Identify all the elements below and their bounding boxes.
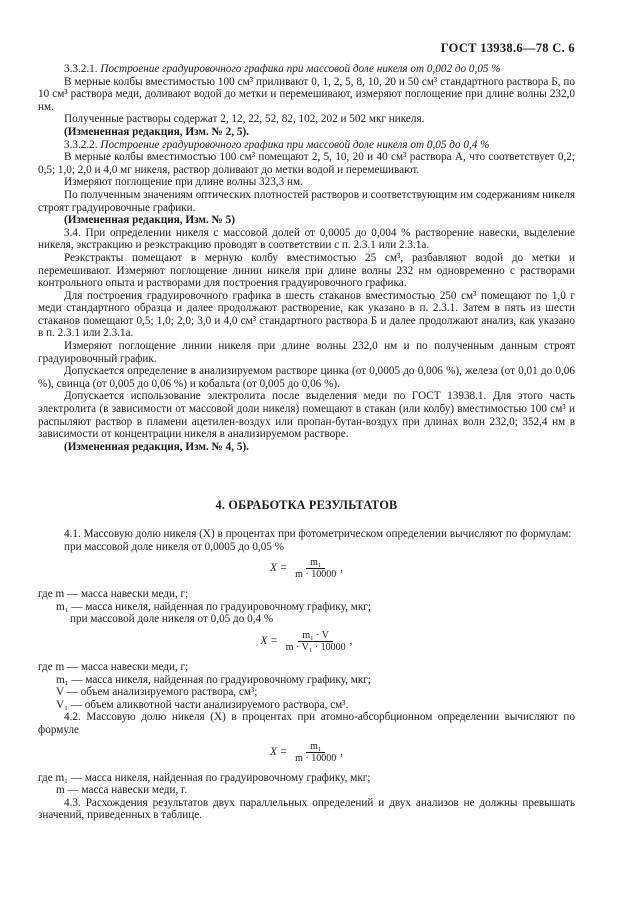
formula-fraction [291,741,340,764]
formula-2 [38,630,575,653]
fraction-denominator: m · 10000 [295,569,337,581]
fraction-numerator: m₁ · V [298,630,333,642]
where-line: V — объем анализируемого раствора, см³; [56,686,258,699]
paragraph: Измеряют поглощение при длине волны 323,3 нм. [64,176,303,189]
formula-tail: , [340,562,344,575]
paragraph: 4.3. Расхождения результатов двух параллельных определений и двух анализов не должны превышать значений, приведенных в таблице. [38,796,575,822]
clause-number: 3.3.2.1. [64,63,98,75]
amendment-note: (Измененная редакция, Изм. № 4, 5). [64,440,249,453]
paragraph: 4.2. Массовую долю никеля (X) в процентах при атомно-абсорбционном определении вычисляют по формуле [38,711,575,736]
formula-fraction [282,630,350,653]
formula-fraction [291,557,340,580]
formula-condition: при массовой доле никеля от 0,0005 до 0,05 % [64,540,285,553]
where-line: где m — масса навески меди, г; [38,588,189,601]
formula-lhs: X = [260,635,278,648]
formula-1 [38,557,575,580]
document-body [38,63,575,822]
amendment-note: (Измененная редакция, Изм. № 2, 5). [64,125,249,138]
paragraph: Полученные растворы содержат 2, 12, 22, 52, 82, 102, 202 и 502 мкг никеля. [64,113,425,126]
formula-condition: при массовой доле никеля от 0,05 до 0,4 % [70,613,274,626]
clause-title: Построение градуировочного графика при массовой доле никеля от 0,002 до 0,05 % [100,63,501,75]
where-line: где m₁ — масса никеля, найденная по градуировочному графику, мкг; [38,771,371,784]
clause-3-3-2-1-heading [38,63,575,76]
paragraph: По полученным значениям оптических плотностей растворов и соответствующим им содержаниям никеля строят градуировочные графики. [38,188,575,214]
fraction-denominator: m · V₁ · 10000 [285,641,346,653]
where-line: m₁ — масса никеля, найденная по градуировочному графику, мкг; [56,600,371,613]
amendment-note: (Измененная редакция, Изм. № 5) [64,214,235,227]
paragraph: 4.1. Массовую долю никеля (X) в процентах при фотометрическом определении вычисляют по формулам: [64,528,572,540]
where-line: V₁ — объем аликвотной части анализируемого раствора, см³. [56,698,349,711]
clause-number: 3.3.2.2. [64,138,98,151]
clause-3-3-2-2-heading [38,139,575,152]
paragraph: Для построения градуировочного графика в шесть стаканов вместимостью 250 см³ помещают по 1,0 г меди стандартного образца и далее продолжают растворение, как указано в п. 2.3.1. Затем в пять из шести стаканов помещают 0,5; 1,0; 2,0; 3,0 и 4,0 см³ стандартного раствора Б и далее продолжают анализ, как указано в п. 2.3.1 или 2.3.1а. [38,289,575,340]
fraction-denominator: m · 10000 [295,752,337,764]
paragraph: В мерные колбы вместимостью 100 см³ помещают 2, 5, 10, 20 и 40 см³ раствора А, что соответствует 0,2; 0,5; 1,0; 2,0 и 4,0 мг никеля, раствор доливают до метки водой и перемешивают. [38,151,575,176]
paragraph: 3.4. При определении никеля с массовой долей от 0,0005 до 0,004 % растворение навески, выделение никеля, экстракцию и реэкстракцию проводят в соответствии с п. 2.3.1 или 2.3.1а. [38,226,575,252]
formula-tail: , [349,635,353,648]
clause-title: Построение градуировочного графика при массовой доле никеля от 0,05 до 0,4 % [100,138,490,151]
page-header: ГОСТ 13938.6—78 С. 6 [440,41,575,55]
paragraph: Измеряют поглощение линии никеля при длине волны 232,0 нм и по полученным данным строят градуировочный график. [38,340,575,365]
paragraph: Допускается использование электролита после выделения меди по ГОСТ 13938.1. Для этого часть электролита (в зависимости от массовой доли никеля) помещают в стакан (или колбу) вместимостью 100 см³ и распыляют раствор в пламени ацетилен-воздух или пропан-бутан-воздух при длинах волн 232,0; 352,4 нм в зависимости от концентрации никеля в анализируемом растворе. [38,390,575,441]
formula-tail: , [340,745,344,758]
where-line: m₁ — масса никеля, найденная по градуировочному графику, мкг; [56,673,371,686]
paragraph: Реэкстракты помещают в мерную колбу вместимостью 25 см³, разбавляют водой до метки и перемешивают. Измеряют поглощение линии никеля при длине волны 232 нм одновременно с растворами контрольного опыта и растворами для построения градуировочного графика. [38,251,575,290]
formula-3 [38,741,575,764]
fraction-numerator: m₁ [306,557,325,569]
section-title: 4. ОБРАБОТКА РЕЗУЛЬТАТОВ [215,498,398,513]
fraction-numerator: m₁ [306,741,325,753]
where-line: m — масса навески меди, г. [56,784,188,797]
paragraph: Допускается определение в анализируемом растворе цинка (от 0,0005 до 0,006 %), железа (от 0,01 до 0,06 %), свинца (от 0,005 до 0,06 %) и кобальта (от 0,005 до 0,06 %). [38,365,575,390]
formula-lhs: X = [269,562,288,575]
where-line: где m — масса навески меди, г; [38,660,189,673]
paragraph: В мерные колбы вместимостью 100 см³ приливают 0, 1, 2, 5, 8, 10, 20 и 50 см³ стандартного раствора Б, по 10 см³ раствора меди, доливают водой до метки и перемешивают, измеряют поглощение при длине волны 232,0 нм. [38,75,575,113]
formula-lhs: X = [269,745,288,758]
